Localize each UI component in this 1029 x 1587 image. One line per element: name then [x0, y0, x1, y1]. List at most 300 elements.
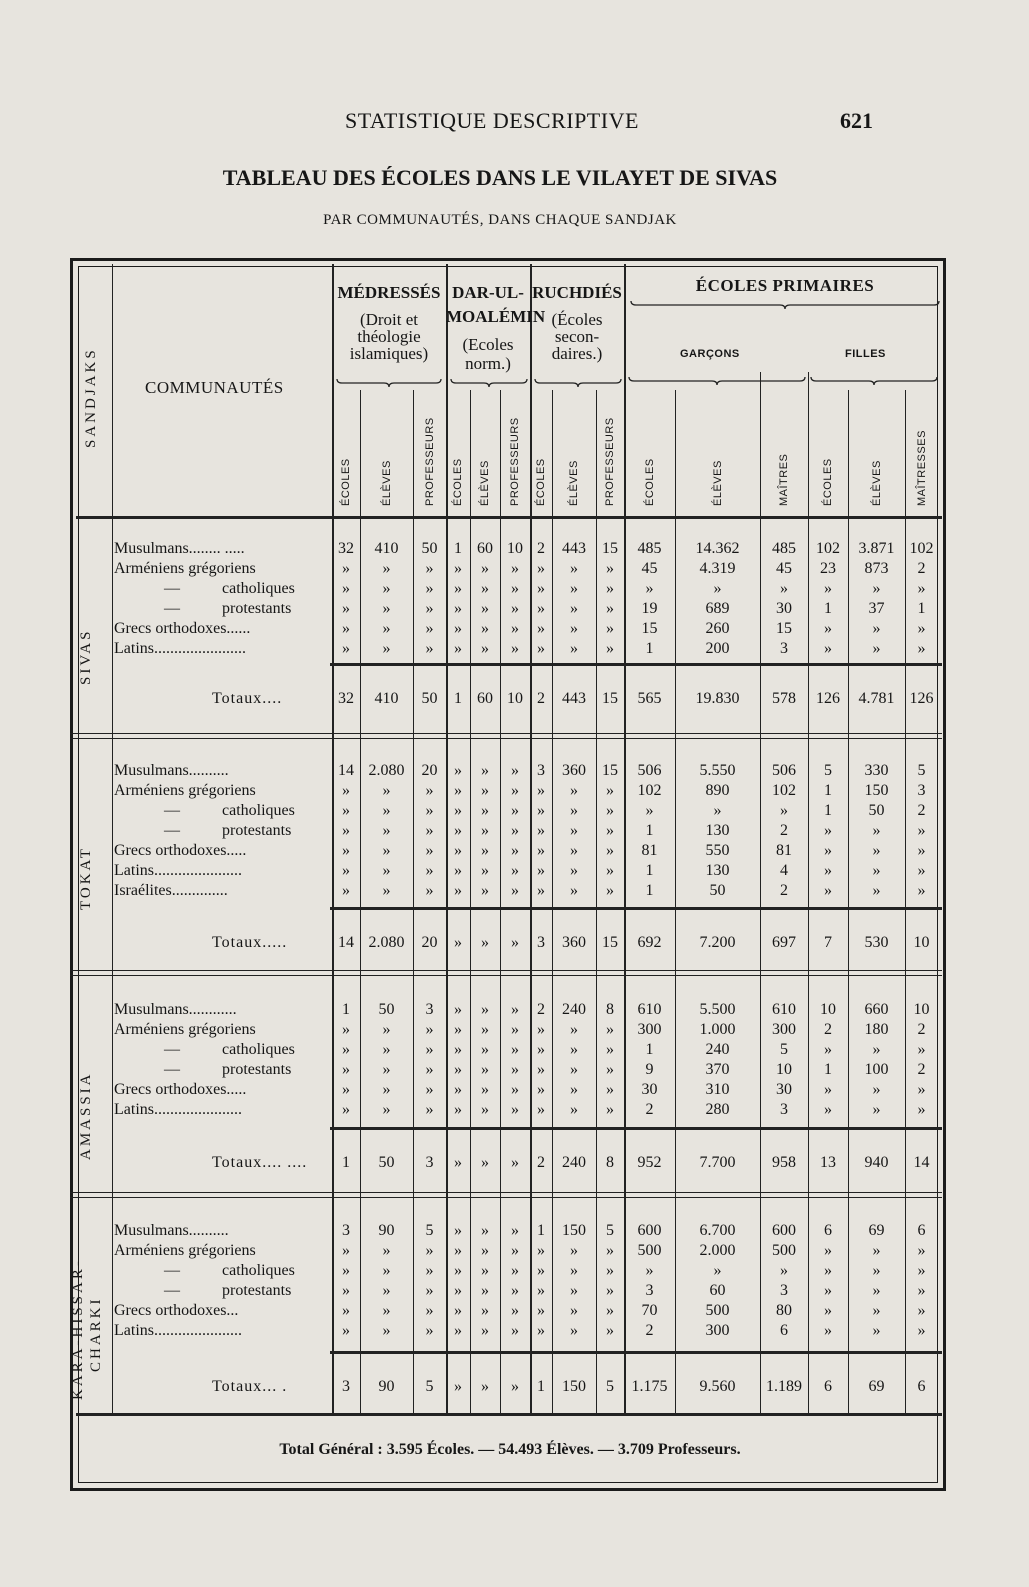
table-cell: »	[570, 1081, 578, 1098]
table-cell: 2	[645, 1101, 654, 1118]
table-cell: »	[425, 1101, 434, 1118]
table-cell: »	[425, 1242, 434, 1259]
table-cell: »	[454, 620, 462, 637]
row-label: protestants	[222, 1061, 292, 1078]
table-row	[112, 1222, 942, 1242]
total-cell: 1	[454, 690, 462, 707]
table-cell: 2	[645, 1322, 654, 1339]
table-cell: »	[606, 640, 614, 657]
table-cell: »	[342, 1282, 350, 1299]
table-cell: »	[537, 640, 545, 657]
table-cell: »	[382, 802, 391, 819]
table-cell: »	[606, 882, 614, 899]
sandjak-separator	[70, 970, 112, 976]
table-cell: »	[511, 600, 519, 617]
table-cell: »	[511, 1242, 519, 1259]
table-cell: »	[342, 1302, 350, 1319]
table-cell: 32	[338, 540, 354, 557]
table-cell: 500	[705, 1302, 730, 1319]
table-cell: »	[570, 1101, 578, 1118]
column-label: PROFESSEURS	[604, 417, 616, 506]
table-cell: »	[606, 822, 614, 839]
sandjak-name: SIVAS	[78, 628, 94, 685]
table-cell: »	[606, 1021, 614, 1038]
table-cell: 50	[868, 802, 885, 819]
table-cell: 8	[606, 1001, 614, 1018]
total-cell: »	[481, 1154, 489, 1171]
table-cell: 50	[378, 1001, 395, 1018]
table-cell: 310	[705, 1081, 730, 1098]
table-cell: 600	[772, 1222, 796, 1239]
medresses-sub-2: théologie	[357, 327, 421, 346]
table-cell: 5	[606, 1222, 614, 1239]
table-cell: »	[570, 862, 578, 879]
total-cell: 578	[772, 690, 796, 707]
garcons-brace	[628, 376, 806, 386]
table-cell: »	[382, 1282, 391, 1299]
table-cell: »	[606, 782, 614, 799]
subtotal-rule	[330, 663, 942, 666]
table-cell: 3	[780, 1101, 788, 1118]
table-cell: »	[342, 1101, 350, 1118]
total-cell: »	[481, 934, 489, 951]
table-cell: 102	[772, 782, 796, 799]
table-cell: »	[511, 1262, 519, 1279]
table-cell: »	[425, 1282, 434, 1299]
total-cell: 697	[772, 934, 796, 951]
table-cell: 1	[824, 782, 832, 799]
table-cell: 1	[645, 1041, 654, 1058]
table-cell: »	[454, 1322, 462, 1339]
row-label: Musulmans............	[114, 1001, 237, 1018]
table-cell: »	[481, 560, 489, 577]
total-cell: 9.560	[699, 1378, 736, 1395]
table-cell: 81	[641, 842, 658, 859]
total-cell: »	[454, 1378, 462, 1395]
table-row	[112, 1081, 942, 1101]
total-cell: 360	[562, 934, 586, 951]
table-cell: »	[917, 1262, 926, 1279]
table-cell: »	[917, 640, 926, 657]
table-cell: 69	[868, 1222, 885, 1239]
table-cell: »	[425, 1302, 434, 1319]
table-cell: »	[570, 822, 578, 839]
table-cell: 610	[772, 1001, 796, 1018]
table-cell: »	[382, 1262, 391, 1279]
total-cell: 952	[637, 1154, 662, 1171]
table-cell: »	[645, 580, 654, 597]
total-cell: 2	[537, 1154, 545, 1171]
table-cell: 80	[776, 1302, 792, 1319]
table-cell: »	[481, 762, 489, 779]
total-cell: 60	[477, 690, 493, 707]
table-cell: 410	[374, 540, 399, 557]
table-cell: »	[425, 600, 434, 617]
table-cell: 4	[780, 862, 788, 879]
table-cell: 90	[378, 1222, 395, 1239]
total-row	[112, 690, 942, 710]
table-cell: 10	[507, 540, 523, 557]
table-cell: 3	[645, 1282, 654, 1299]
table-cell: »	[425, 1021, 434, 1038]
table-cell: »	[824, 1242, 832, 1259]
darulmoalemin-sub-1: (Ecoles	[462, 335, 514, 354]
table-cell: 2	[824, 1021, 832, 1038]
total-general: Total Général : 3.595 Écoles. — 54.493 Élèves. — 3.709 Professeurs.	[279, 1441, 741, 1458]
ruchdies-header: RUCHDIÉS	[532, 283, 622, 302]
table-cell: 200	[705, 640, 730, 657]
table-cell: 1	[537, 1222, 545, 1239]
table-cell: »	[342, 802, 350, 819]
ruchdies-brace	[534, 378, 622, 388]
total-cell: 150	[562, 1378, 586, 1395]
table-cell: »	[537, 1262, 545, 1279]
table-cell: »	[342, 560, 350, 577]
table-cell: »	[454, 762, 462, 779]
table-cell: 1	[342, 1001, 350, 1018]
table-cell: »	[872, 620, 881, 637]
sandjak-separator	[112, 970, 942, 976]
table-cell: »	[425, 882, 434, 899]
table-cell: »	[645, 1262, 654, 1279]
table-cell: »	[454, 1242, 462, 1259]
total-label: Totaux.....	[212, 934, 288, 951]
ditto-dash: —	[164, 1061, 180, 1078]
table-cell: »	[425, 802, 434, 819]
table-cell: »	[570, 1322, 578, 1339]
table-row	[112, 580, 942, 600]
table-cell: »	[570, 782, 578, 799]
row-label: protestants	[222, 600, 292, 617]
table-cell: »	[454, 822, 462, 839]
table-cell: »	[382, 1041, 391, 1058]
total-cell: 3	[342, 1378, 350, 1395]
table-cell: »	[537, 580, 545, 597]
column-label: PROFESSEURS	[423, 417, 436, 506]
table-row	[112, 1262, 942, 1282]
table-cell: »	[537, 600, 545, 617]
table-cell: 1.000	[699, 1021, 736, 1038]
medresses-header: MÉDRESSÉS	[337, 283, 441, 302]
table-cell: »	[454, 1021, 462, 1038]
table-cell: »	[872, 1282, 881, 1299]
table-cell: »	[537, 1081, 545, 1098]
table-cell: 2	[917, 802, 926, 819]
table-cell: »	[511, 842, 519, 859]
table-row	[112, 882, 942, 902]
total-label: Totaux... .	[212, 1378, 288, 1395]
ditto-dash: —	[164, 1282, 180, 1299]
table-cell: »	[454, 802, 462, 819]
table-row	[112, 1101, 942, 1121]
total-cell: 90	[378, 1378, 395, 1395]
sandjak-separator	[112, 1192, 942, 1198]
ditto-dash: —	[164, 1041, 180, 1058]
table-cell: 2	[780, 882, 788, 899]
table-cell: »	[606, 842, 614, 859]
table-cell: »	[606, 560, 614, 577]
total-cell: »	[454, 934, 462, 951]
table-cell: 102	[816, 540, 840, 557]
table-cell: 70	[641, 1302, 658, 1319]
total-cell: 530	[864, 934, 889, 951]
table-cell: »	[481, 862, 489, 879]
row-label: Arméniens grégoriens	[114, 782, 256, 799]
total-label: Totaux....	[212, 690, 283, 707]
row-label: Latins.......................	[114, 640, 246, 657]
table-cell: »	[481, 822, 489, 839]
table-cell: 20	[421, 762, 438, 779]
table-cell: 81	[776, 842, 792, 859]
table-cell: »	[382, 882, 391, 899]
table-cell: »	[382, 580, 391, 597]
total-cell: 5	[425, 1378, 434, 1395]
total-cell: 19.830	[695, 690, 740, 707]
total-row	[112, 1154, 942, 1174]
table-row	[112, 540, 942, 560]
table-row	[112, 1001, 942, 1021]
row-label: Arméniens grégoriens	[114, 560, 256, 577]
row-label: Grecs orthodoxes......	[114, 620, 251, 637]
table-cell: »	[454, 1282, 462, 1299]
total-cell: 7.700	[699, 1154, 736, 1171]
table-cell: 15	[641, 620, 658, 637]
sandjak-name: KARA-HISSAR-	[70, 1258, 86, 1400]
total-cell: 10	[507, 690, 523, 707]
total-cell: 2	[537, 690, 545, 707]
table-cell: »	[454, 1081, 462, 1098]
table-cell: »	[382, 862, 391, 879]
table-cell: »	[342, 782, 350, 799]
table-cell: 506	[637, 762, 662, 779]
table-cell: »	[537, 822, 545, 839]
table-cell: »	[824, 1101, 832, 1118]
table-cell: »	[606, 600, 614, 617]
table-cell: »	[481, 1262, 489, 1279]
table-cell: 150	[864, 782, 889, 799]
table-cell: »	[824, 620, 832, 637]
table-cell: 1	[645, 882, 654, 899]
table-cell: 15	[776, 620, 792, 637]
table-cell: »	[872, 1262, 881, 1279]
total-cell: 2.080	[368, 934, 405, 951]
table-cell: »	[606, 1101, 614, 1118]
table-cell: »	[537, 560, 545, 577]
table-cell: »	[570, 802, 578, 819]
table-cell: »	[872, 1081, 881, 1098]
table-cell: 240	[705, 1041, 730, 1058]
table-cell: »	[917, 620, 926, 637]
table-cell: »	[511, 802, 519, 819]
table-cell: »	[537, 1282, 545, 1299]
ditto-dash: —	[164, 822, 180, 839]
column-label: ÉCOLES	[535, 458, 547, 506]
table-cell: 1	[645, 640, 654, 657]
table-cell: »	[454, 842, 462, 859]
row-label: catholiques	[222, 1262, 295, 1279]
table-row	[112, 620, 942, 640]
total-cell: 1	[537, 1378, 545, 1395]
total-cell: 50	[378, 1154, 395, 1171]
table-cell: »	[872, 1101, 881, 1118]
table-cell: »	[917, 862, 926, 879]
table-cell: 5	[824, 762, 832, 779]
darulmoalemin-header: DAR-UL-	[452, 283, 524, 302]
table-cell: »	[824, 862, 832, 879]
table-cell: 2	[917, 560, 926, 577]
table-cell: 9	[645, 1061, 654, 1078]
table-cell: »	[425, 580, 434, 597]
subtotal-rule	[330, 1351, 942, 1354]
table-cell: 485	[637, 540, 662, 557]
table-cell: »	[511, 862, 519, 879]
table-cell: »	[570, 1282, 578, 1299]
total-cell: 8	[606, 1154, 614, 1171]
table-cell: »	[824, 1262, 832, 1279]
table-cell: 2.000	[699, 1242, 736, 1259]
table-cell: »	[382, 782, 391, 799]
table-cell: »	[511, 620, 519, 637]
table-cell: 3.871	[858, 540, 895, 557]
total-cell: 14	[338, 934, 354, 951]
table-cell: 260	[705, 620, 730, 637]
total-cell: 1.175	[631, 1378, 668, 1395]
table-cell: 3	[537, 762, 545, 779]
table-cell: »	[342, 1262, 350, 1279]
table-cell: »	[481, 1222, 489, 1239]
table-cell: »	[481, 620, 489, 637]
table-cell: »	[606, 620, 614, 637]
table-row	[112, 560, 942, 580]
table-cell: »	[481, 1081, 489, 1098]
table-cell: 3	[425, 1001, 434, 1018]
row-label: Musulmans........ .....	[114, 540, 245, 557]
header-bottom-rule	[76, 516, 942, 519]
page-number: 621	[840, 108, 873, 133]
total-cell: 240	[562, 1154, 586, 1171]
table-cell: »	[537, 620, 545, 637]
table-cell: »	[425, 1322, 434, 1339]
table-cell: 1	[824, 600, 832, 617]
table-cell: 60	[709, 1282, 726, 1299]
table-cell: »	[481, 882, 489, 899]
total-cell: 5	[606, 1378, 614, 1395]
table-cell: 60	[477, 540, 493, 557]
table-cell: 330	[864, 762, 889, 779]
table-row	[112, 842, 942, 862]
table-cell: 1	[645, 862, 654, 879]
table-cell: 2	[537, 540, 545, 557]
table-cell: 4.319	[699, 560, 736, 577]
ditto-dash: —	[164, 802, 180, 819]
table-cell: »	[425, 560, 434, 577]
table-cell: 23	[820, 560, 836, 577]
sandjak-name: AMASSIA	[78, 1071, 94, 1160]
table-cell: »	[713, 580, 722, 597]
column-label: ÉLÈVES	[568, 460, 580, 506]
table-title: TABLEAU DES ÉCOLES DANS LE VILAYET DE SIVAS	[222, 165, 778, 190]
total-cell: 1	[342, 1154, 350, 1171]
total-cell: 6	[917, 1378, 926, 1395]
table-cell: »	[570, 1061, 578, 1078]
table-cell: »	[511, 882, 519, 899]
table-cell: »	[537, 1302, 545, 1319]
total-cell: 3	[425, 1154, 434, 1171]
table-cell: »	[606, 1322, 614, 1339]
total-cell: 6	[824, 1378, 832, 1395]
table-cell: 300	[637, 1021, 662, 1038]
total-cell: 126	[816, 690, 840, 707]
column-label: ÉCOLES	[643, 458, 656, 506]
table-cell: »	[481, 600, 489, 617]
row-label: catholiques	[222, 1041, 295, 1058]
table-cell: »	[425, 640, 434, 657]
table-cell: 2	[537, 1001, 545, 1018]
table-cell: »	[780, 802, 788, 819]
table-cell: »	[342, 1322, 350, 1339]
table-cell: 506	[772, 762, 796, 779]
table-cell: »	[425, 782, 434, 799]
total-cell: 1.189	[766, 1378, 802, 1395]
table-cell: »	[342, 1081, 350, 1098]
row-label: Musulmans..........	[114, 1222, 229, 1239]
table-cell: »	[570, 1302, 578, 1319]
table-cell: »	[454, 862, 462, 879]
table-cell: 50	[421, 540, 438, 557]
table-cell: »	[917, 882, 926, 899]
table-cell: »	[537, 1021, 545, 1038]
total-cell: 7.200	[699, 934, 736, 951]
table-cell: »	[824, 822, 832, 839]
table-cell: »	[917, 1242, 926, 1259]
table-cell: »	[872, 580, 881, 597]
table-cell: »	[425, 1262, 434, 1279]
table-cell: »	[425, 1081, 434, 1098]
table-row	[112, 1282, 942, 1302]
table-cell: »	[382, 600, 391, 617]
table-cell: »	[917, 822, 926, 839]
sandjak-separator	[70, 733, 112, 739]
table-cell: »	[425, 862, 434, 879]
table-cell: »	[382, 640, 391, 657]
table-cell: »	[342, 580, 350, 597]
table-cell: »	[606, 1302, 614, 1319]
table-cell: »	[382, 842, 391, 859]
total-cell: »	[454, 1154, 462, 1171]
table-cell: »	[570, 560, 578, 577]
table-cell: »	[481, 1242, 489, 1259]
table-cell: 1	[824, 1061, 832, 1078]
table-cell: »	[511, 762, 519, 779]
table-cell: »	[824, 640, 832, 657]
table-cell: 610	[637, 1001, 662, 1018]
table-cell: »	[537, 802, 545, 819]
table-cell: »	[713, 802, 722, 819]
table-cell: »	[780, 580, 788, 597]
table-cell: »	[872, 882, 881, 899]
table-cell: »	[917, 1302, 926, 1319]
table-cell: »	[342, 1041, 350, 1058]
table-cell: »	[917, 1282, 926, 1299]
row-label: catholiques	[222, 580, 295, 597]
table-cell: »	[917, 1041, 926, 1058]
sandjak-name-2: CHARKI	[88, 1296, 104, 1372]
table-cell: »	[872, 1322, 881, 1339]
table-cell: »	[342, 842, 350, 859]
table-cell: »	[511, 1282, 519, 1299]
row-label: Grecs orthodoxes.....	[114, 842, 247, 859]
table-cell: »	[382, 822, 391, 839]
